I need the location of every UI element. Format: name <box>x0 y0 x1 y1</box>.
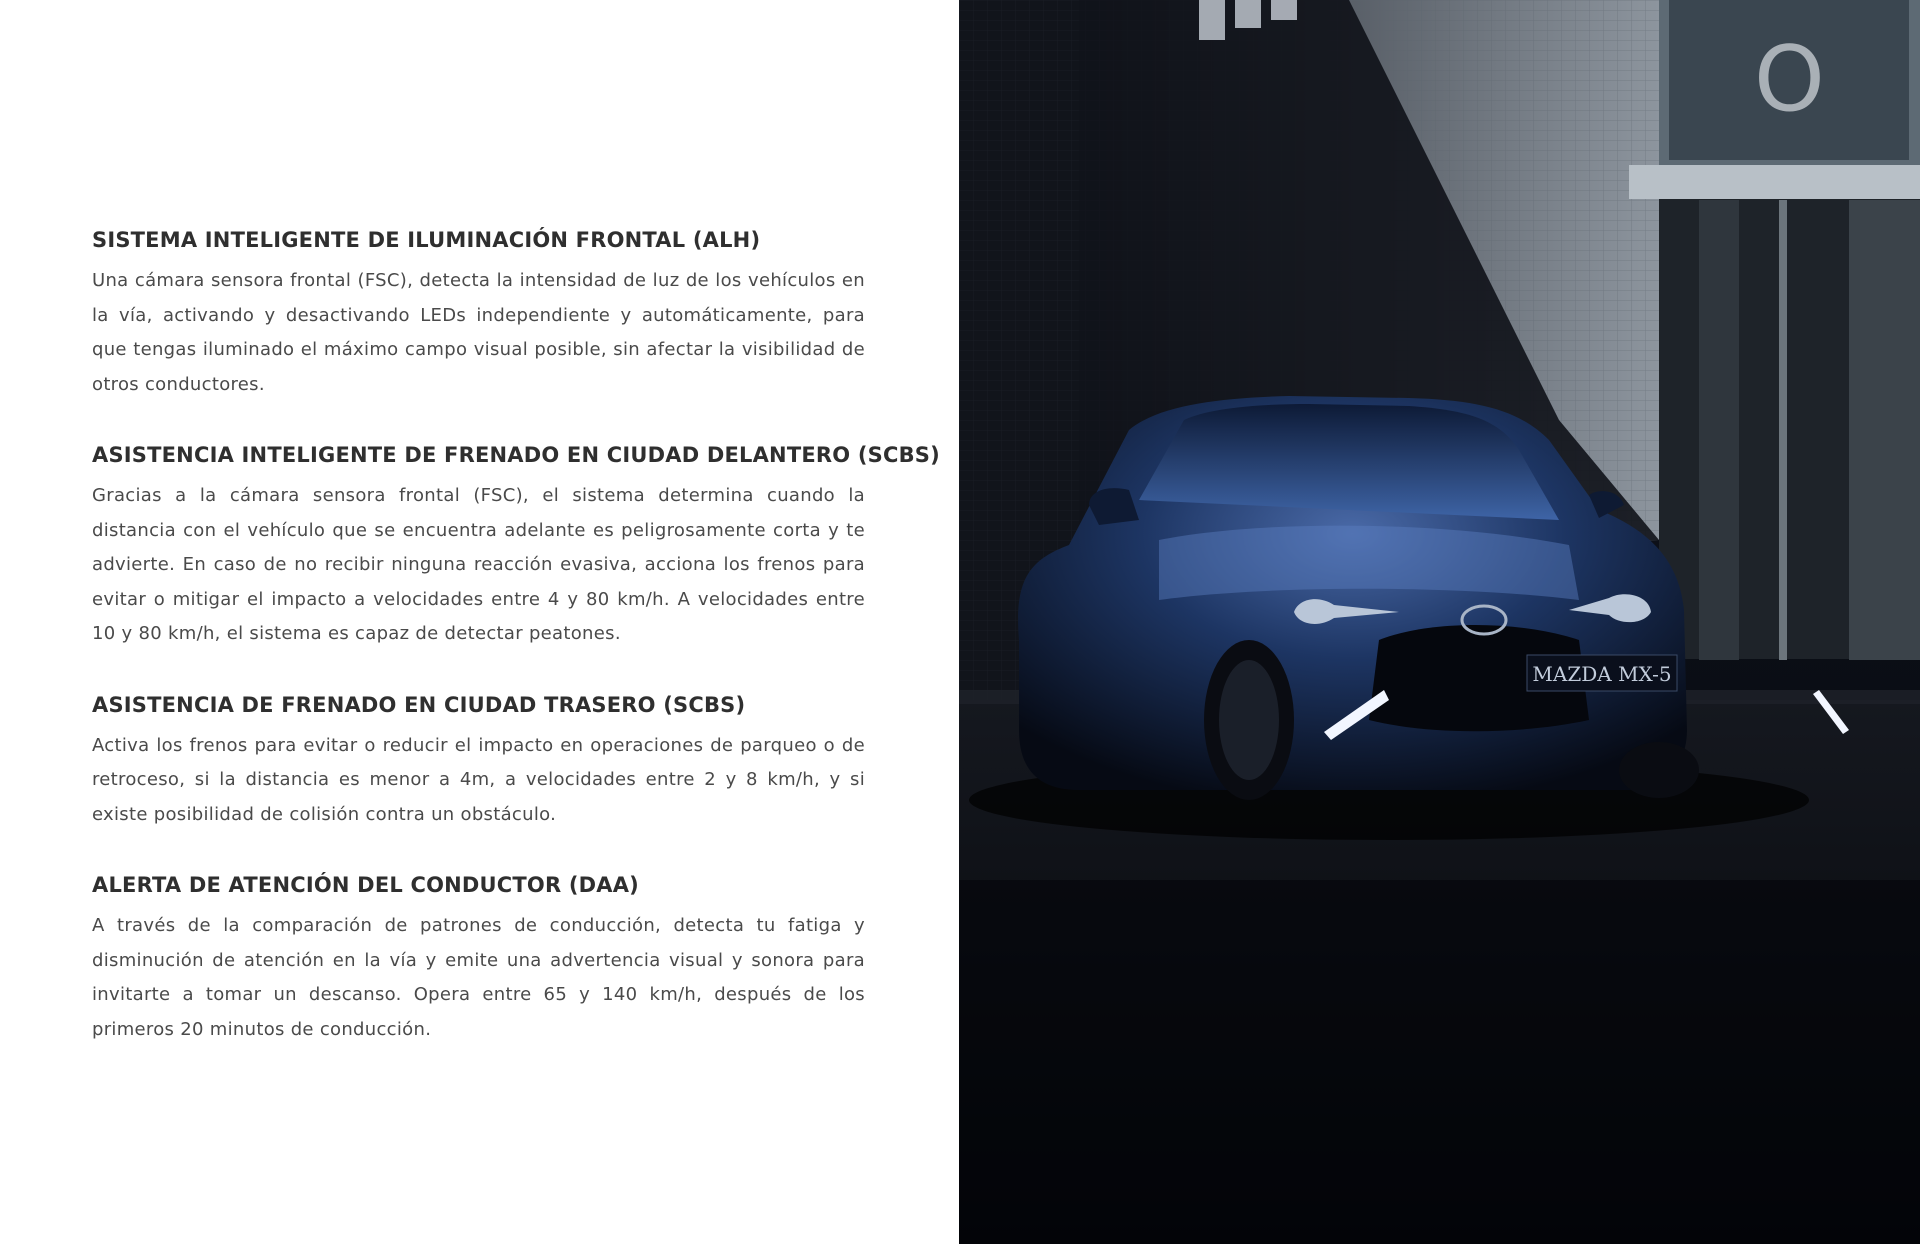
feature-body: Gracias a la cámara sensora frontal (FSC), el sistema determina cuando la distancia con el vehículo que se encuentra adelante es peligrosamente corta y te advierte. En caso de no recibir ninguna reacción evasiva, acciona los frenos para evitar o mitigar el impacto a velocidades entre 4 y 80 km/h. A velocidades entre 10 y 80 km/h, el sistema es capaz de detectar peatones. <box>92 485 865 644</box>
car-photo <box>959 0 1920 1244</box>
facade-letters: O <box>1754 27 1825 132</box>
feature-title: ALERTA DE ATENCIÓN DEL CONDUCTOR (DAA) <box>92 873 639 897</box>
feature-body: A través de la comparación de patrones de conducción, detecta tu fatiga y disminución de atención en la vía y emite una advertencia visual y sonora para invitarte a tomar un descanso. Opera entre 65 y 140 km/h, después de los primeros 20 minutos de conducción. <box>92 915 865 1040</box>
license-plate-text: MAZDA MX-5 <box>1532 662 1672 686</box>
car-photo-illustration <box>959 0 1920 1244</box>
feature-body: Activa los frenos para evitar o reducir el impacto en operaciones de parqueo o de retroceso, si la distancia es menor a 4m, a velocidades entre 2 y 8 km/h, y si existe posibilidad de colisión contra un obstáculo. <box>92 734 865 825</box>
feature-scbs-front <box>92 437 940 652</box>
feature-scbs-rear <box>92 687 865 833</box>
feature-title: ASISTENCIA INTELIGENTE DE FRENADO EN CIUDAD DELANTERO (SCBS) <box>92 443 940 467</box>
feature-title: SISTEMA INTELIGENTE DE ILUMINACIÓN FRONTAL (ALH) <box>92 228 761 252</box>
text-column <box>0 0 959 1244</box>
feature-body: Una cámara sensora frontal (FSC), detecta la intensidad de luz de los vehículos en la vía, activando y desactivando LEDs independiente y automáticamente, para que tengas iluminado el máximo campo visual posible, sin afectar la visibilidad de otros conductores. <box>92 270 865 395</box>
feature-title: ASISTENCIA DE FRENADO EN CIUDAD TRASERO (SCBS) <box>92 692 746 717</box>
feature-alh <box>92 222 865 402</box>
features-list <box>92 222 940 1082</box>
feature-daa <box>92 867 865 1047</box>
